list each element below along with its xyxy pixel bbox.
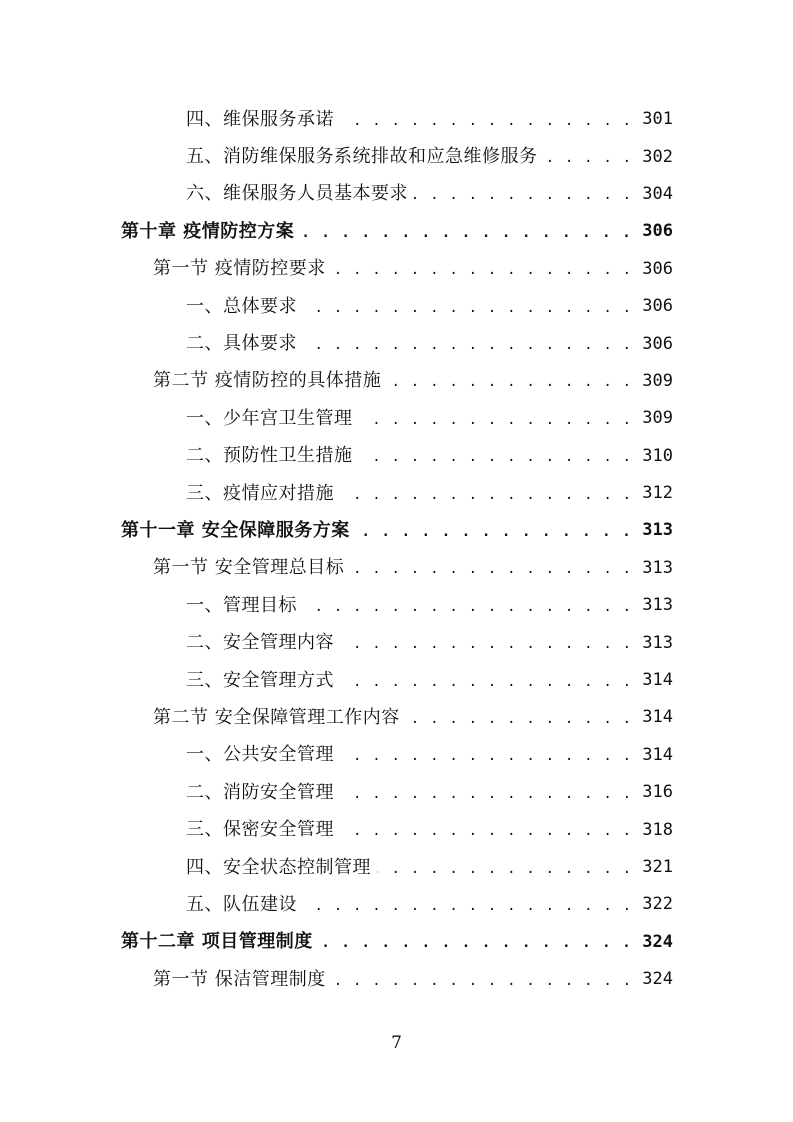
toc-entry-item[interactable] bbox=[0, 325, 793, 362]
toc-entry-page: 314 bbox=[642, 670, 673, 691]
toc-entry-item[interactable] bbox=[0, 176, 793, 213]
toc-leader-dots bbox=[414, 185, 632, 203]
toc-entry-item[interactable] bbox=[0, 101, 793, 138]
toc-entry-title: 三、疫情应对措施 bbox=[186, 482, 334, 504]
toc-entry-item[interactable] bbox=[0, 849, 793, 886]
toc-leader-dots bbox=[356, 522, 633, 540]
toc-entry-page: 318 bbox=[642, 819, 673, 840]
toc-leader-dots bbox=[303, 896, 632, 914]
toc-entry-page: 314 bbox=[642, 707, 673, 728]
toc-entry-title: 二、消防安全管理 bbox=[186, 781, 334, 803]
toc-entry-section[interactable] bbox=[0, 699, 793, 736]
toc-entry-title: 第二节 安全保障管理工作内容 bbox=[153, 706, 400, 728]
toc-entry-title: 第一节 疫情防控要求 bbox=[153, 258, 326, 280]
toc-entry-title: 二、具体要求 bbox=[186, 333, 297, 355]
toc-entry-item[interactable] bbox=[0, 624, 793, 661]
toc-entry-page: 321 bbox=[642, 857, 673, 877]
toc-leader-dots bbox=[300, 223, 632, 241]
toc-entry-page: 312 bbox=[642, 483, 673, 504]
page-number: 7 bbox=[391, 1033, 402, 1053]
toc-entry-item[interactable] bbox=[0, 438, 793, 475]
toc-entry-chapter[interactable] bbox=[0, 924, 793, 961]
toc-entry-page: 306 bbox=[642, 296, 673, 317]
toc-entry-page: 306 bbox=[642, 258, 673, 279]
toc-entry-section[interactable] bbox=[0, 961, 793, 998]
toc-entry-title: 六、维保服务人员基本要求 bbox=[186, 183, 408, 205]
toc-entry-title: 第二节 疫情防控的具体措施 bbox=[153, 370, 382, 392]
toc-entry-page: 306 bbox=[642, 333, 673, 354]
toc-entry-section[interactable] bbox=[0, 550, 793, 587]
toc-leader-dots bbox=[319, 933, 633, 951]
toc-entry-page: 314 bbox=[642, 744, 673, 765]
toc-entry-item[interactable] bbox=[0, 288, 793, 325]
toc-entry-title: 第一节 安全管理总目标 bbox=[153, 557, 345, 579]
toc-entry-title: 一、总体要求 bbox=[186, 295, 297, 317]
toc-entry-page: 309 bbox=[642, 408, 673, 429]
toc-entry-title: 三、安全管理方式 bbox=[186, 669, 334, 691]
toc-leader-dots bbox=[332, 971, 633, 989]
toc-entry-page: 304 bbox=[642, 183, 673, 204]
toc-entry-item[interactable] bbox=[0, 400, 793, 437]
toc-entry-title: 一、少年宫卫生管理 bbox=[186, 407, 353, 429]
toc-leader-dots bbox=[340, 784, 632, 802]
toc-entry-item[interactable] bbox=[0, 886, 793, 923]
toc-entry-page: 301 bbox=[642, 109, 673, 130]
toc-leader-dots bbox=[340, 821, 632, 839]
toc-entry-title: 五、消防维保服务系统排故和应急维修服务 bbox=[186, 146, 538, 168]
toc-entry-title: 三、保密安全管理 bbox=[186, 819, 334, 841]
toc-leader-dots bbox=[303, 597, 632, 615]
toc-entry-title: 第一节 保洁管理制度 bbox=[153, 968, 326, 990]
toc-entry-page: 313 bbox=[642, 557, 673, 578]
toc-entry-item[interactable] bbox=[0, 475, 793, 512]
toc-leader-dots bbox=[359, 447, 633, 465]
toc-entry-title: 二、预防性卫生措施 bbox=[186, 445, 353, 467]
toc-entry-section[interactable] bbox=[0, 251, 793, 288]
toc-entry-item[interactable] bbox=[0, 662, 793, 699]
toc-entry-page: 302 bbox=[642, 146, 673, 167]
toc-entry-page: 306 bbox=[642, 221, 673, 242]
table-of-contents bbox=[0, 101, 793, 998]
toc-leader-dots bbox=[406, 709, 633, 727]
toc-leader-dots bbox=[303, 298, 632, 316]
toc-entry-title: 五、队伍建设 bbox=[186, 893, 297, 915]
toc-leader-dots bbox=[303, 335, 632, 353]
toc-entry-section[interactable] bbox=[0, 363, 793, 400]
toc-entry-title: 第十二章 项目管理制度 bbox=[121, 931, 313, 953]
toc-leader-dots bbox=[340, 634, 632, 652]
toc-entry-page: 316 bbox=[642, 782, 673, 803]
toc-entry-title: 四、维保服务承诺 bbox=[186, 108, 334, 130]
toc-entry-title: 一、管理目标 bbox=[186, 594, 297, 616]
toc-leader-dots bbox=[350, 559, 632, 577]
toc-entry-chapter[interactable] bbox=[0, 512, 793, 549]
toc-entry-page: 324 bbox=[642, 931, 673, 952]
toc-entry-page: 309 bbox=[642, 370, 673, 391]
toc-entry-title: 四、安全状态控制管理 bbox=[186, 856, 371, 878]
toc-leader-dots bbox=[340, 111, 632, 129]
toc-entry-title: 第十章 疫情防控方案 bbox=[121, 220, 295, 242]
toc-entry-item[interactable] bbox=[0, 737, 793, 774]
toc-entry-chapter[interactable] bbox=[0, 213, 793, 250]
toc-leader-dots bbox=[387, 372, 632, 390]
toc-entry-title: 第十一章 安全保障服务方案 bbox=[121, 519, 350, 541]
toc-entry-page: 322 bbox=[642, 894, 673, 915]
toc-entry-page: 313 bbox=[642, 520, 673, 541]
toc-leader-dots bbox=[377, 859, 632, 877]
toc-entry-page: 310 bbox=[642, 445, 673, 466]
toc-leader-dots bbox=[340, 672, 632, 690]
toc-leader-dots bbox=[544, 148, 633, 166]
toc-entry-item[interactable] bbox=[0, 138, 793, 175]
toc-entry-page: 324 bbox=[642, 969, 673, 990]
toc-entry-title: 二、安全管理内容 bbox=[186, 632, 334, 654]
toc-leader-dots bbox=[340, 746, 632, 764]
toc-leader-dots bbox=[332, 260, 633, 278]
toc-entry-page: 313 bbox=[642, 632, 673, 653]
toc-leader-dots bbox=[340, 485, 632, 503]
toc-leader-dots bbox=[359, 410, 633, 428]
toc-entry-item[interactable] bbox=[0, 587, 793, 624]
toc-entry-title: 一、公共安全管理 bbox=[186, 744, 334, 766]
toc-entry-item[interactable] bbox=[0, 811, 793, 848]
toc-entry-item[interactable] bbox=[0, 774, 793, 811]
toc-entry-page: 313 bbox=[642, 595, 673, 616]
